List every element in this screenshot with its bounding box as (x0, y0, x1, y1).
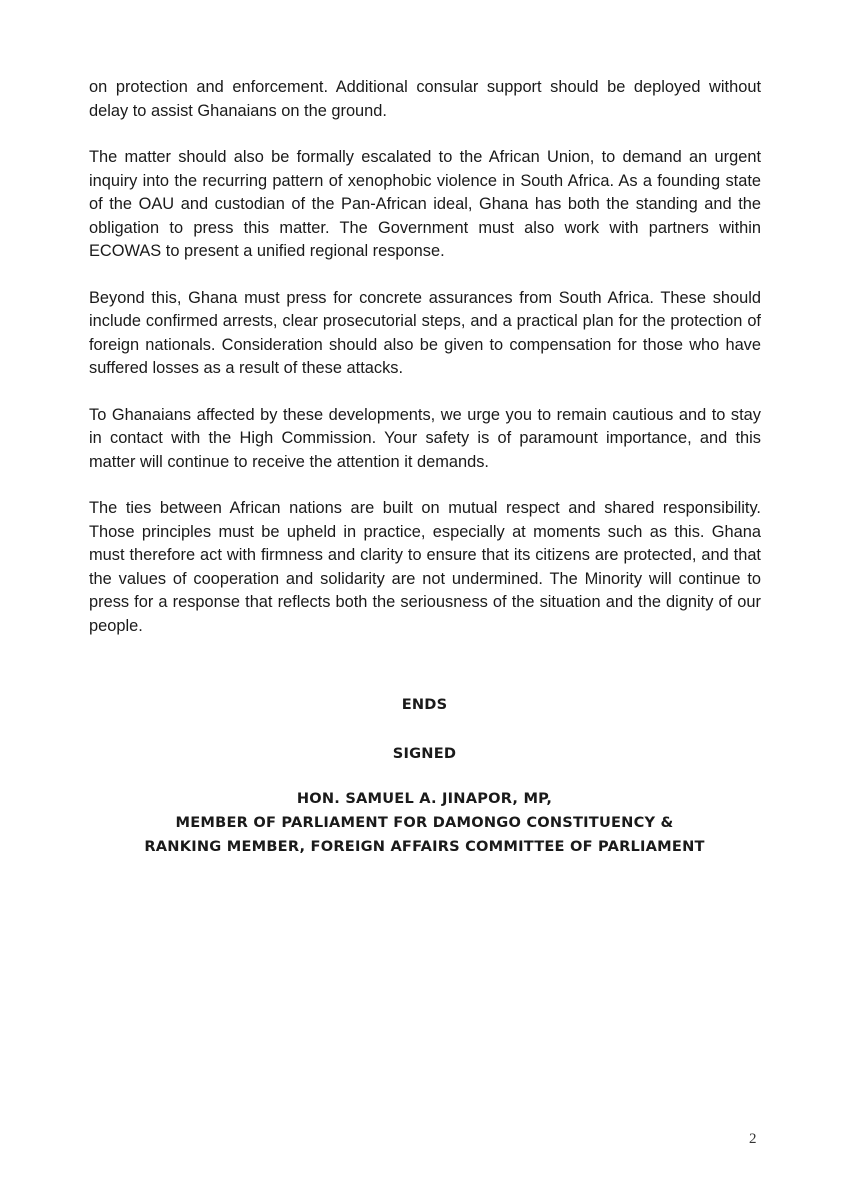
paragraph-african-union: The matter should also be formally escalated to the African Union, to demand an urgent inquiry into the recurring pattern of xenophobic violence in South Africa. As a founding state of the OAU and custodian of the Pan-African ideal, Ghana has both the standing and the obligation to press this matter. The Government must also work with partners within ECOWAS to present a unified regional response. (89, 148, 761, 260)
paragraph-assurances: Beyond this, Ghana must press for concrete assurances from South Africa. These should include confirmed arrests, clear prosecutorial steps, and a practical plan for the protection of foreign nationals. Consideration should also be given to compensation for those who have suffered losses as a result of these attacks. (89, 288, 761, 377)
signatory-title-line-2: RANKING MEMBER, FOREIGN AFFAIRS COMMITTEE OF PARLIAMENT (144, 838, 705, 855)
paragraph-african-ties: The ties between African nations are built on mutual respect and shared responsibility. Those principles must be upheld in practice, especially at moments such as this. Ghana must therefore act with firmness and clarity to ensure that its citizens are protected, and that the values of cooperation and solidarity are not undermined. The Minority will continue to press for a response that reflects both the seriousness of the situation and the dignity of our people. (89, 499, 761, 635)
paragraph-ghanaians-affected: To Ghanaians affected by these developments, we urge you to remain cautious and to stay in contact with the High Commission. Your safety is of paramount importance, and this matter will continue to receive the attention it demands. (89, 405, 761, 471)
signatory-title-line-1: MEMBER OF PARLIAMENT FOR DAMONGO CONSTITUENCY & (175, 814, 674, 831)
signed-label: SIGNED (392, 745, 457, 762)
signatory-name: HON. SAMUEL A. JINAPOR, MP, (296, 790, 553, 807)
ends-label: ENDS (401, 696, 448, 713)
page-number: 2 (749, 1131, 757, 1147)
document-body (89, 76, 761, 661)
paragraph-consular-support: on protection and enforcement. Additional consular support should be deployed without delay to assist Ghanaians on the ground. (89, 78, 761, 120)
signature-block (0, 787, 849, 859)
